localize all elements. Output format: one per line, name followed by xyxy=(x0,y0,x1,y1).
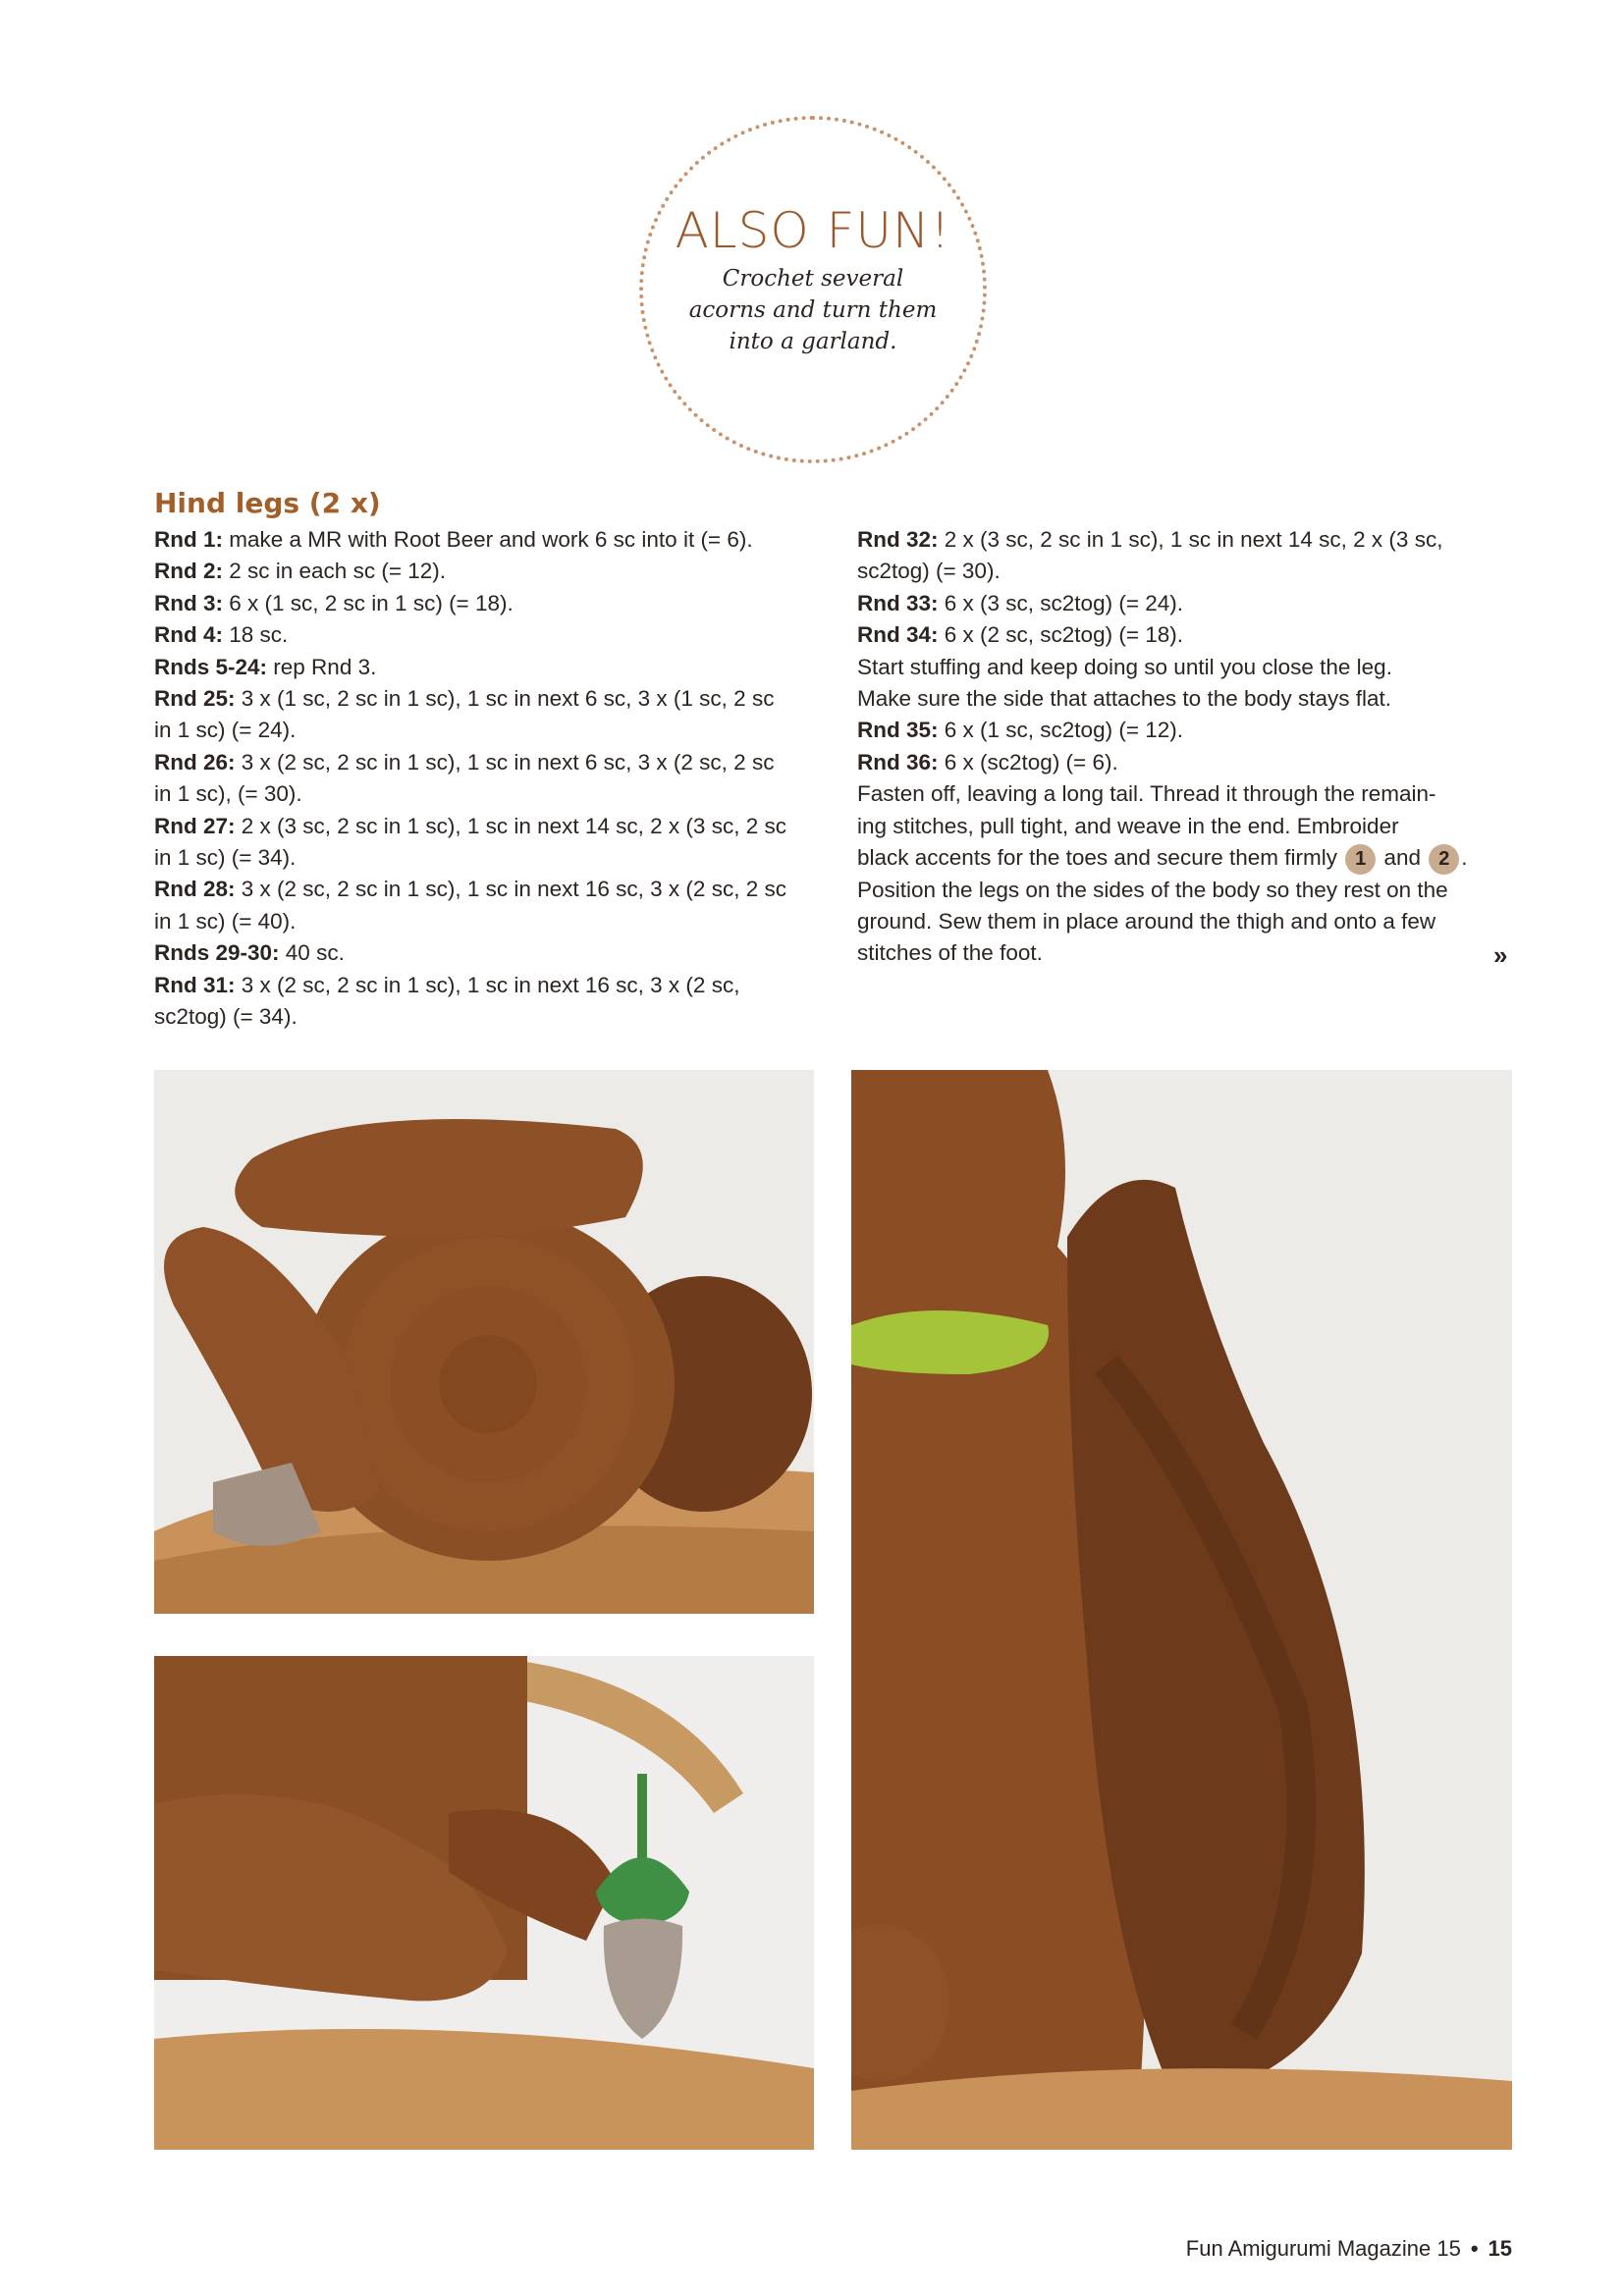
section-heading: Hind legs (2 x) xyxy=(154,487,381,519)
pattern-line: Rnd 25: 3 x (1 sc, 2 sc in 1 sc), 1 sc in next 6 sc, 3 x (1 sc, 2 sc xyxy=(154,686,775,712)
pattern-line: in 1 sc) (= 40). xyxy=(154,908,297,934)
also-fun-callout xyxy=(639,116,987,463)
pattern-line: Rnd 36: 6 x (sc2tog) (= 6). xyxy=(857,749,1118,774)
pattern-left-column xyxy=(154,524,812,1034)
pattern-line: sc2tog) (= 34). xyxy=(154,1004,298,1030)
callout-title: ALSO FUN! xyxy=(675,202,951,259)
pattern-line: stitches of the foot. xyxy=(857,940,1043,966)
pattern-line: in 1 sc) (= 34). xyxy=(154,845,297,871)
pattern-line-with-step-badges: black accents for the toes and secure them firmly 1 and 2 . xyxy=(857,842,1525,875)
pattern-line: sc2tog) (= 30). xyxy=(857,559,1001,584)
pattern-line: Position the legs on the sides of the body so they rest on the xyxy=(857,877,1448,902)
pattern-line: Start stuffing and keep doing so until you close the leg. xyxy=(857,654,1392,679)
pattern-line: Rnds 5-24: rep Rnd 3. xyxy=(154,654,377,679)
pattern-line: Rnd 27: 2 x (3 sc, 2 sc in 1 sc), 1 sc in next 14 sc, 2 x (3 sc, 2 sc xyxy=(154,813,786,838)
pattern-line: Rnd 1: make a MR with Root Beer and work 6 sc into it (= 6). xyxy=(154,527,753,552)
pattern-line: Rnd 3: 6 x (1 sc, 2 sc in 1 sc) (= 18). xyxy=(154,590,514,615)
pattern-line: Make sure the side that attaches to the body stays flat. xyxy=(857,686,1392,712)
page-number: 15 xyxy=(1488,2236,1512,2261)
pattern-line: Rnd 31: 3 x (2 sc, 2 sc in 1 sc), 1 sc in next 16 sc, 3 x (2 sc, xyxy=(154,972,740,997)
continue-arrow-icon: » xyxy=(1493,940,1508,970)
pattern-right-column xyxy=(857,524,1525,970)
pattern-line: ing stitches, pull tight, and weave in the end. Embroider xyxy=(857,813,1399,838)
step-badge-2: 2 xyxy=(1429,844,1459,875)
photo-squirrel-back xyxy=(154,1070,814,1614)
photo-leg-and-acorn xyxy=(154,1656,814,2150)
pattern-line: ground. Sew them in place around the thigh and onto a few xyxy=(857,909,1436,934)
callout-text: Crochet several acorns and turn them into a garland. xyxy=(688,266,938,354)
pattern-line: Rnd 4: 18 sc. xyxy=(154,622,289,648)
pattern-line: Rnd 34: 6 x (2 sc, sc2tog) (= 18). xyxy=(857,622,1183,648)
pattern-line: Rnd 33: 6 x (3 sc, sc2tog) (= 24). xyxy=(857,590,1183,615)
photo-squirrel-tail xyxy=(851,1070,1512,2150)
pattern-line: Rnd 28: 3 x (2 sc, 2 sc in 1 sc), 1 sc in next 16 sc, 3 x (2 sc, 2 sc xyxy=(154,877,786,902)
step-badge-1: 1 xyxy=(1345,844,1376,875)
pattern-line: in 1 sc), (= 30). xyxy=(154,781,302,807)
pattern-line: Rnd 35: 6 x (1 sc, sc2tog) (= 12). xyxy=(857,718,1183,743)
magazine-name: Fun Amigurumi Magazine 15 xyxy=(1185,2236,1461,2261)
pattern-line: Fasten off, leaving a long tail. Thread it through the remain- xyxy=(857,781,1436,807)
pattern-line: Rnd 26: 3 x (2 sc, 2 sc in 1 sc), 1 sc in next 6 sc, 3 x (2 sc, 2 sc xyxy=(154,749,775,774)
pattern-line: in 1 sc) (= 24). xyxy=(154,718,297,743)
pattern-line: Rnd 2: 2 sc in each sc (= 12). xyxy=(154,559,446,584)
pattern-line: Rnd 32: 2 x (3 sc, 2 sc in 1 sc), 1 sc in next 14 sc, 2 x (3 sc, xyxy=(857,527,1443,552)
footer-separator: • xyxy=(1470,2236,1479,2261)
pattern-line: Rnds 29-30: 40 sc. xyxy=(154,940,345,966)
page-footer xyxy=(1186,2236,1512,2262)
